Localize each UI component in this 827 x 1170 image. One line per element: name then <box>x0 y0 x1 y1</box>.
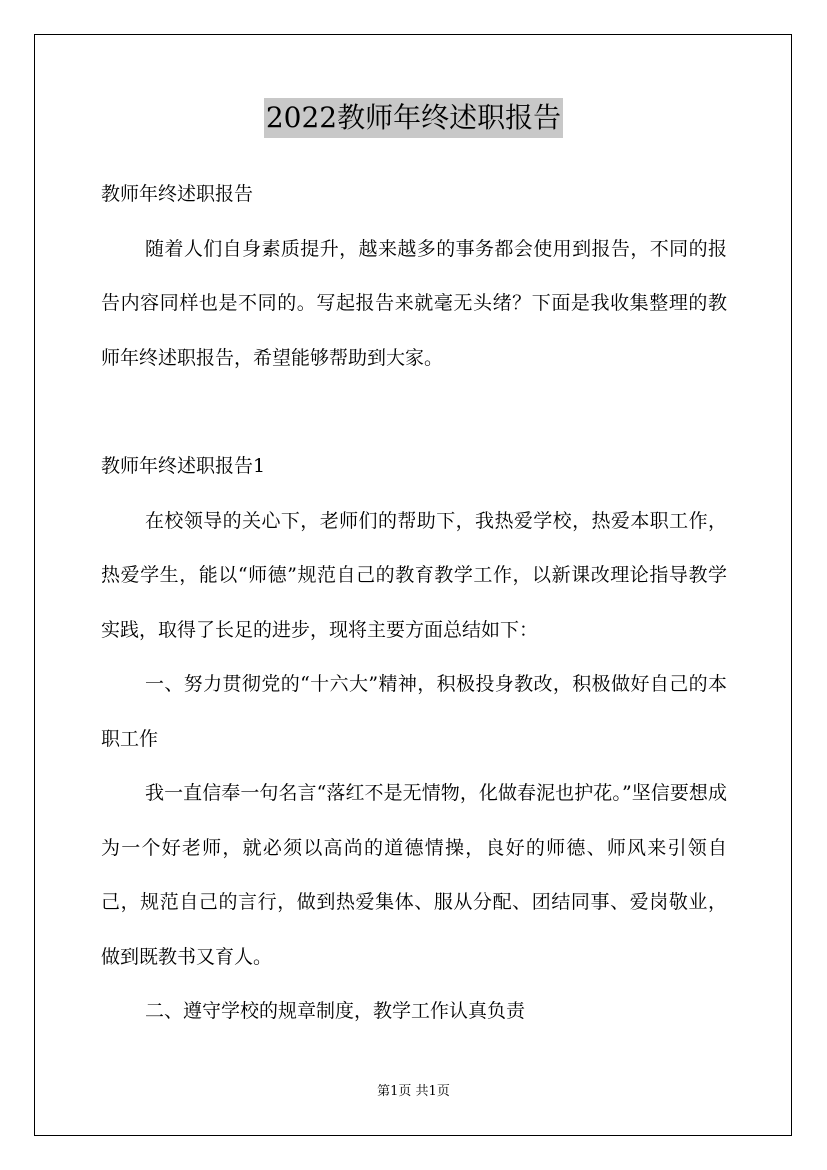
intro-paragraph: 随着人们自身素质提升，越来越多的事务都会使用到报告，不同的报告内容同样也是不同的。写起报告来就毫无头绪？下面是我收集整理的教师年终述职报告，希望能够帮助到大家。 <box>101 237 727 369</box>
blank-line <box>101 385 727 439</box>
document-title: 2022教师年终述职报告 <box>264 98 563 138</box>
section-heading: 教师年终述职报告1 <box>101 455 266 477</box>
body-paragraph: 在校领导的关心下，老师们的帮助下，我热爱学校，热爱本职工作，热爱学生，能以“师德”规范自己的教育教学工作，以新课改理论指导教学实践，取得了长足的进步，现将主要方面总结如下： <box>101 509 727 641</box>
page-number: 第1页 共1页 <box>377 1084 450 1099</box>
body-paragraph: 我一直信奉一句名言“落红不是无情物，化做春泥也护花。”坚信要想成为一个好老师，就必须以高尚的道德情操，良好的师德、师风来引领自己，规范自己的言行，做到热爱集体、服从分配、团结同事、爱岗敬业，做到既教书又育人。 <box>101 782 727 968</box>
body-paragraph: 一、努力贯彻党的“十六大”精神，积极投身教改，积极做好自己的本职工作 <box>101 673 727 750</box>
title-container <box>0 98 827 138</box>
page-footer <box>0 1082 827 1102</box>
body-paragraph: 二、遵守学校的规章制度，教学工作认真负责 <box>145 1000 526 1022</box>
document-body <box>101 167 727 1039</box>
document-subtitle: 教师年终述职报告 <box>101 183 254 205</box>
